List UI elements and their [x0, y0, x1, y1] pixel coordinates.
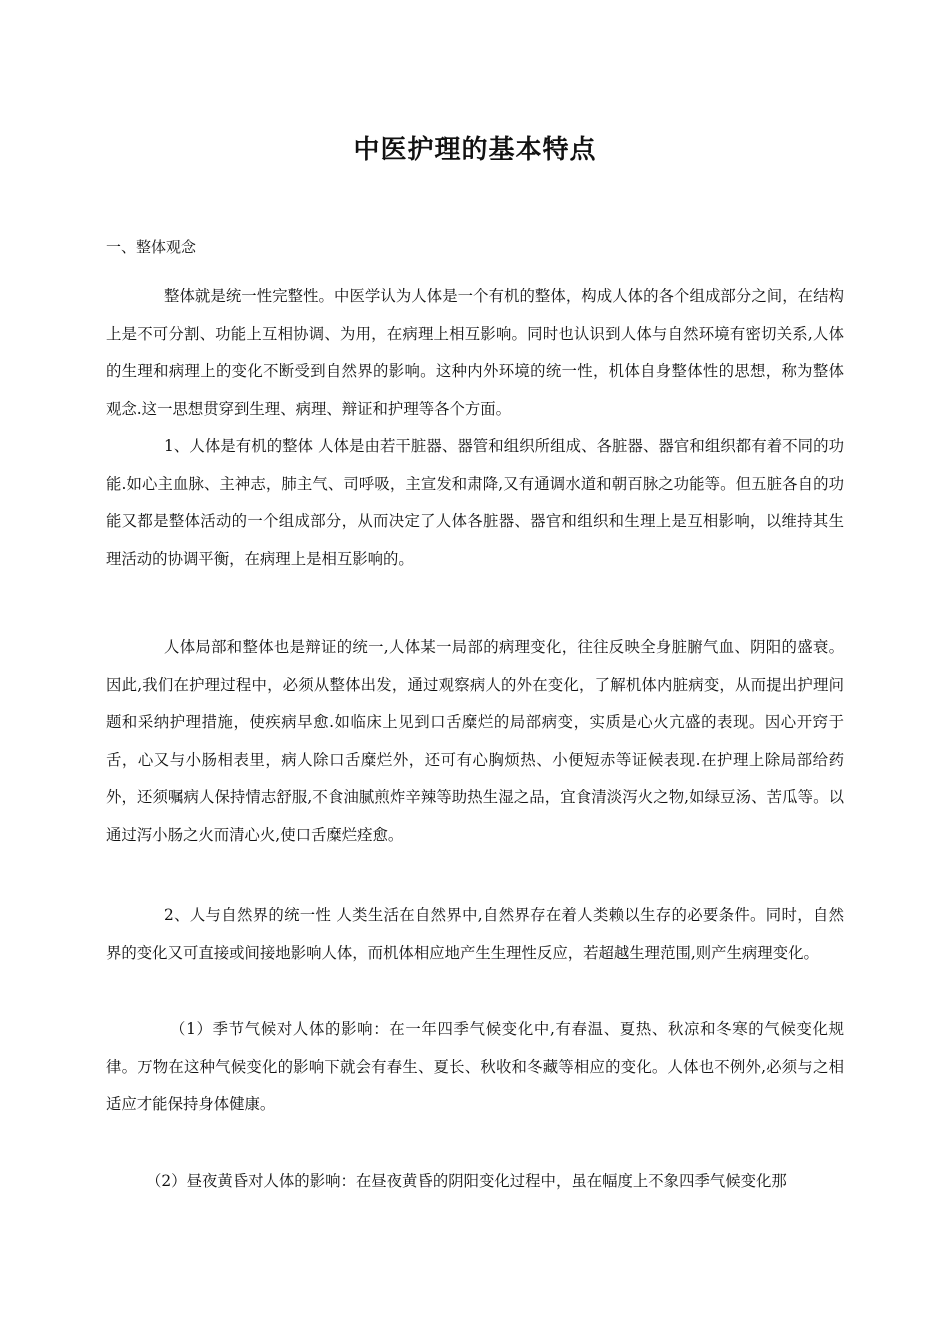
paragraph-day-night: （2）昼夜黄昏对人体的影响：在昼夜黄昏的阴阳变化过程中，虽在幅度上不象四季气候变化那 — [146, 1172, 787, 1190]
paragraph-nature-unity: 2、人与自然界的统一性 人类生活在自然界中,自然界存在着人类赖以生存的必要条件。同时，自然界的变化又可直接或间接地影响人体，而机体相应地产生生理性反应，若超越生理范围,则产生病理变化。 — [106, 906, 844, 962]
paragraph-local-and-whole: 人体局部和整体也是辩证的统一,人体某一局部的病理变化，往往反映全身脏腑气血、阴阳的盛衰。因此,我们在护理过程中，必须从整体出发，通过观察病人的外在变化，了解机体内脏病变，从而提出护理问题和采纳护理措施，使疾病早愈.如临床上见到口舌糜烂的局部病变，实质是心火亢盛的表现。因心开窍于舌，心又与小肠相表里，病人除口舌糜烂外，还可有心胸烦热、小便短赤等证候表现.在护理上除局部给药外，还须嘱病人保持情志舒服,不食油腻煎炸辛辣等助热生湿之品，宜食清淡泻火之物,如绿豆汤、苦瓜等。以通过泻小肠之火而清心火,使口舌糜烂痊愈。 — [106, 638, 844, 844]
paragraph-seasonal-climate: （1）季节气候对人体的影响：在一年四季气候变化中,有春温、夏热、秋凉和冬寒的气候变化规律。万物在这种气候变化的影响下就会有春生、夏长、秋收和冬藏等相应的变化。人体也不例外,必须与之相适应才能保持身体健康。 — [106, 1020, 844, 1113]
paragraph-organic-whole: 1、人体是有机的整体 人体是由若干脏器、器管和组织所组成、各脏器、器官和组织都有着不同的功能.如心主血脉、主神志，肺主气、司呼吸，主宣发和肃降,又有通调水道和朝百脉之功能等。但五脏各自的功能又都是整体活动的一个组成部分，从而决定了人体各脏器、器官和组织和生理上是互相影响，以维持其生理活动的协调平衡，在病理上是相互影响的。 — [106, 437, 844, 568]
document-title: 中医护理的基本特点 — [353, 135, 597, 165]
paragraph-holistic-intro: 整体就是统一性完整性。中医学认为人体是一个有机的整体，构成人体的各个组成部分之间，在结构上是不可分割、功能上互相协调、为用，在病理上相互影响。同时也认识到人体与自然环境有密切关系,人体的生理和病理上的变化不断受到自然界的影响。这种内外环境的统一性，机体自身整体性的思想，称为整体观念.这一思想贯穿到生理、病理、辩证和护理等各个方面。 — [106, 287, 844, 418]
section-heading: 一、整体观念 — [106, 238, 197, 256]
